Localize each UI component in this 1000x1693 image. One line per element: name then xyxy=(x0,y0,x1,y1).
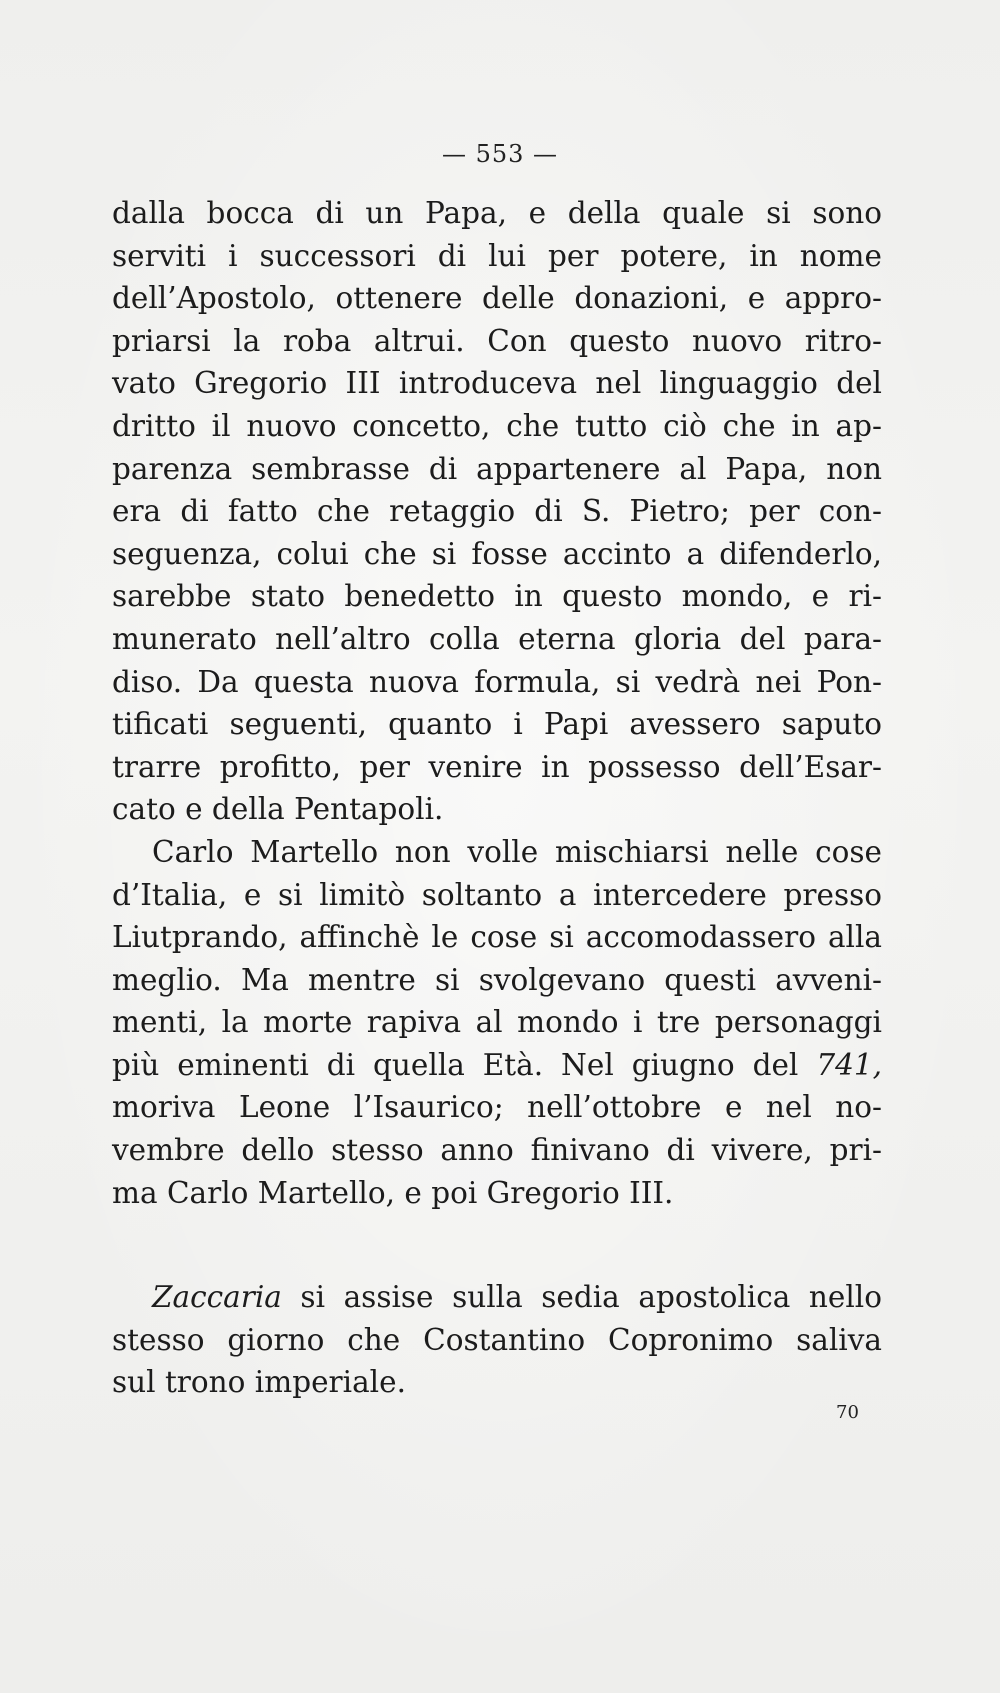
text-line: sul trono imperiale. xyxy=(112,1365,406,1400)
text-line: tificati seguenti, quanto i Papi avessero saputo xyxy=(112,707,882,742)
year-italic: 741, xyxy=(816,1047,882,1082)
text-line: parenza sembrasse di appartenere al Papa, non xyxy=(112,451,882,486)
text-line: vembre dello stesso anno finivano di vivere, pri- xyxy=(112,1133,882,1168)
text-line: diso. Da questa nuova formula, si vedrà nei Pon- xyxy=(112,664,882,699)
text-line: stesso giorno che Costantino Copronimo saliva xyxy=(112,1322,882,1357)
text-line: munerato nell’altro colla eterna gloria del para- xyxy=(112,621,882,656)
text-line: dalla bocca di un Papa, e della quale si sono xyxy=(112,196,882,230)
text-line: cato e della Pentapoli. xyxy=(112,792,444,827)
text-line: priarsi la roba altrui. Con questo nuovo ritro- xyxy=(112,323,882,358)
text-line: seguenza, colui che si fosse accinto a difenderlo, xyxy=(112,536,882,571)
text-line: ma Carlo Martello, e poi Gregorio III. xyxy=(112,1175,674,1210)
text-line: era di fatto che retaggio di S. Pietro; per con- xyxy=(112,494,882,529)
text-line: dritto il nuovo concetto, che tutto ciò che in ap- xyxy=(112,408,882,443)
text-line: d’Italia, e si limitò soltanto a intercedere presso xyxy=(112,877,882,912)
text-line: sarebbe stato benedetto in questo mondo, e ri- xyxy=(112,579,882,614)
text-line: meglio. Ma mentre si svolgevano questi avveni- xyxy=(112,962,882,997)
final-paragraph xyxy=(112,1276,882,1404)
text-line: menti, la morte rapiva al mondo i tre personaggi xyxy=(112,1005,882,1040)
text-line: vato Gregorio III introduceva nel linguaggio del xyxy=(112,366,882,401)
main-text xyxy=(112,192,882,1214)
text-line: serviti i successori di lui per potere, in nome xyxy=(112,238,882,273)
text-line xyxy=(112,1276,882,1319)
text-line: trarre profitto, per venire in possesso dell’Esar- xyxy=(112,749,882,784)
name-italic: Zaccaria xyxy=(152,1280,282,1314)
text-line: moriva Leone l’Isaurico; nell’ottobre e nel no- xyxy=(112,1090,882,1125)
signature-mark: 70 xyxy=(836,1402,859,1423)
text-segment: più eminenti di quella Età. Nel giugno del xyxy=(112,1047,817,1082)
text-line: Carlo Martello non volle mischiarsi nelle cose xyxy=(152,834,882,869)
text-segment: si assise sulla sedia apostolica nello xyxy=(281,1280,882,1314)
page-number: — 553 — xyxy=(441,140,559,168)
text-line: Liutprando, affinchè le cose si accomodassero alla xyxy=(112,920,882,955)
text-line xyxy=(112,1044,882,1087)
text-line: dell’Apostolo, ottenere delle donazioni, e appro- xyxy=(112,281,882,316)
